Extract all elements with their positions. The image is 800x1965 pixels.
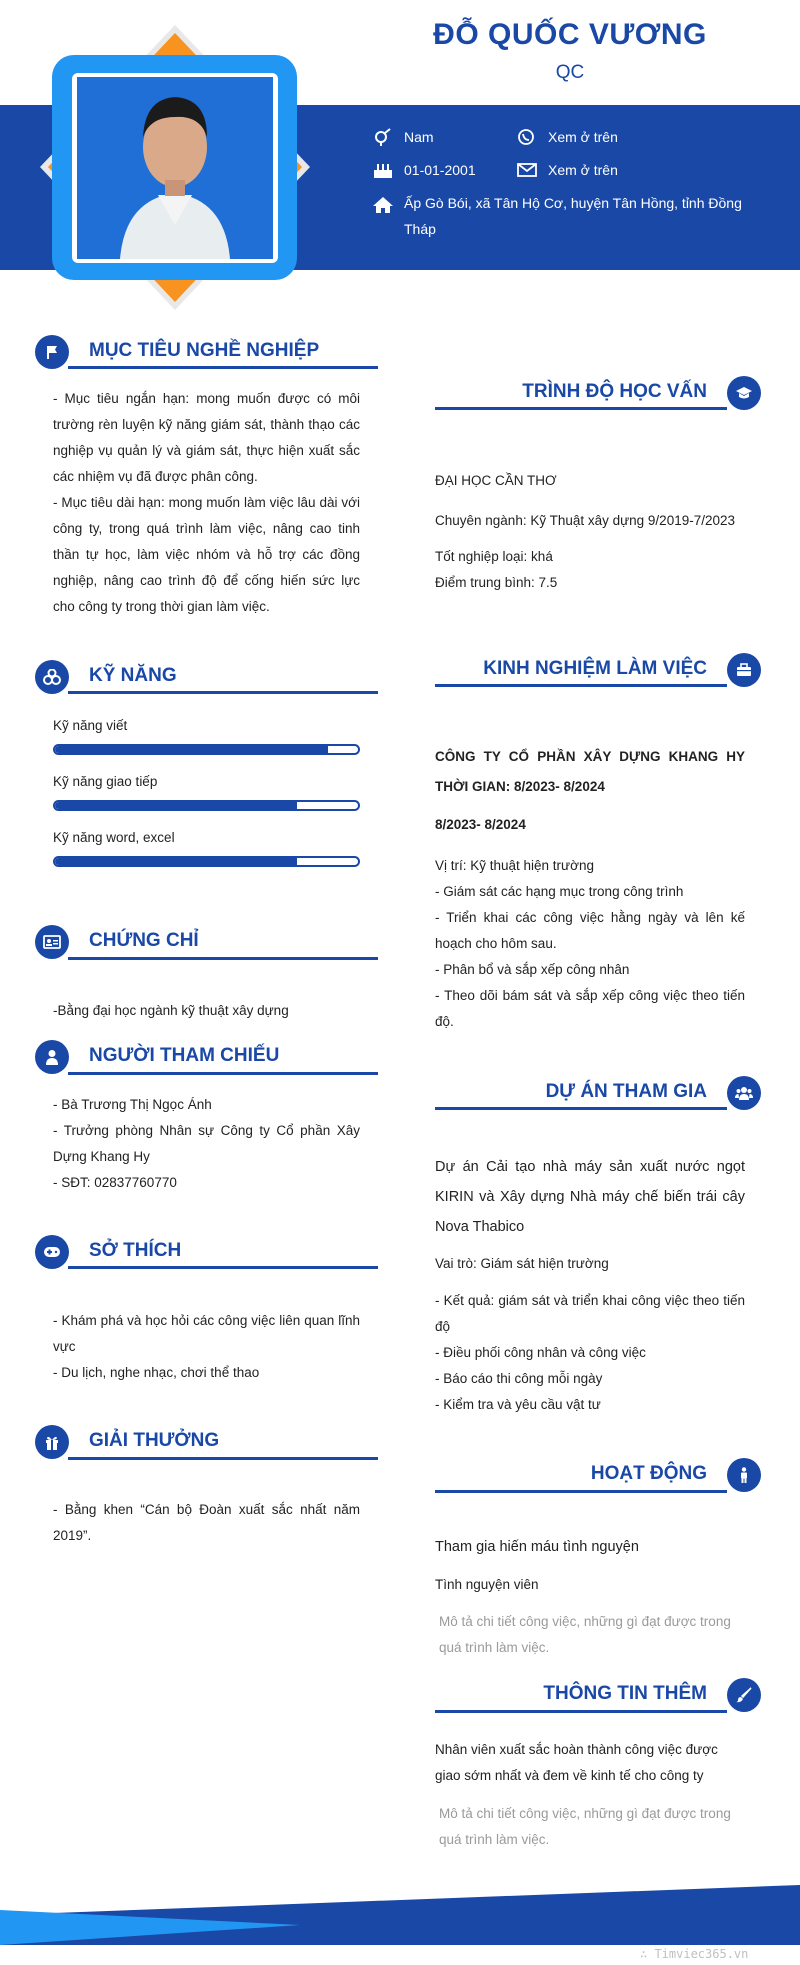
hobby-item: - Du lịch, nghe nhạc, chơi thể thao <box>53 1365 260 1380</box>
section-title-references: NGƯỜI THAM CHIẾU <box>89 1045 280 1066</box>
activity-name: Tham gia hiến máu tình nguyện <box>435 1539 639 1555</box>
birthday-cake-icon <box>372 161 394 179</box>
experience-details <box>435 853 745 1035</box>
project-result: - Điều phối công nhân và công việc <box>435 1345 646 1360</box>
experience-duty: - Phân bổ và sắp xếp công nhân <box>435 962 630 977</box>
project-results <box>435 1288 745 1418</box>
project-role: Vai trò: Giám sát hiện trường <box>435 1256 609 1271</box>
candidate-role: QC <box>555 62 585 83</box>
education-grade: Tốt nghiệp loại: khá <box>435 549 553 564</box>
section-divider <box>68 1072 378 1075</box>
dob-info <box>372 161 476 179</box>
section-divider <box>68 1266 378 1269</box>
phone-info <box>516 128 618 146</box>
gift-icon <box>35 1425 69 1459</box>
watermark-text: ∴ Timviec365.vn <box>640 1947 749 1961</box>
section-title-awards: GIẢI THƯỞNG <box>89 1430 220 1451</box>
phone-text: Xem ở trên <box>548 129 618 145</box>
watermark-label: Timviec365.vn <box>654 1947 749 1961</box>
experience-duty: - Triển khai các công việc hằng ngày và lên kế hoạch cho hôm sau. <box>435 910 745 951</box>
activity-role: Tình nguyện viên <box>435 1577 539 1592</box>
gender-text: Nam <box>404 129 434 145</box>
section-divider <box>68 366 378 369</box>
skill-bar-writing <box>53 744 360 755</box>
users-icon <box>727 1076 761 1110</box>
section-divider <box>68 957 378 960</box>
education-school: ĐẠI HỌC CẦN THƠ <box>435 473 557 488</box>
section-title-activities: HOẠT ĐỘNG <box>590 1463 707 1484</box>
project-name: Dự án Cải tạo nhà máy sản xuất nước ngọt KIRIN và Xây dựng Nhà máy chế biến trái cây Nova Thabico <box>435 1159 745 1235</box>
section-title-hobbies: SỞ THÍCH <box>89 1240 182 1261</box>
project-result: - Kiểm tra và yêu cầu vật tư <box>435 1397 601 1412</box>
hobby-item: - Khám phá và học hỏi các công việc liên quan lĩnh vực <box>53 1313 360 1354</box>
skill-bar-fill <box>55 802 297 809</box>
experience-position: Vị trí: Kỹ thuật hiện trường <box>435 858 594 873</box>
section-divider <box>435 684 727 687</box>
experience-company: CÔNG TY CỔ PHẦN XÂY DỰNG KHANG HY THỜI GIAN: 8/2023- 8/2024 <box>435 749 745 794</box>
profile-photo-frame <box>40 25 310 310</box>
person-icon <box>35 1040 69 1074</box>
address-text: Ấp Gò Bói, xã Tân Hộ Cơ, huyện Tân Hồng, tỉnh Đồng Tháp <box>404 195 742 237</box>
section-title-experience: KINH NGHIỆM LÀM VIỆC <box>483 658 707 679</box>
graduation-cap-icon <box>727 376 761 410</box>
section-divider <box>435 1710 727 1713</box>
section-title-education: TRÌNH ĐỘ HỌC VẤN <box>522 381 707 402</box>
activity-description: Mô tả chi tiết công việc, những gì đạt được trong quá trình làm việc. <box>439 1614 731 1655</box>
briefcase-icon <box>727 653 761 687</box>
reference-title: - Trưởng phòng Nhân sự Công ty Cổ phần Xây Dựng Khang Hy <box>53 1123 360 1164</box>
section-title-extra: THÔNG TIN THÊM <box>543 1683 707 1704</box>
skill-label-office: Kỹ năng word, excel <box>53 830 175 845</box>
section-title-career-goal: MỤC TIÊU NGHỀ NGHIỆP <box>89 340 320 361</box>
references-text <box>53 1092 360 1196</box>
gender-info <box>372 128 434 146</box>
home-icon <box>372 196 394 214</box>
certificate-text: -Bằng đại học ngành kỹ thuật xây dựng <box>53 1003 289 1018</box>
career-goal-text <box>53 386 360 620</box>
envelope-icon <box>516 161 538 179</box>
gender-icon <box>372 128 394 146</box>
extra-description: Mô tả chi tiết công việc, những gì đạt được trong quá trình làm việc. <box>439 1806 731 1847</box>
experience-duty: - Giám sát các hạng mục trong công trình <box>435 884 684 899</box>
gamepad-icon <box>35 1235 69 1269</box>
section-divider <box>435 1107 727 1110</box>
education-gpa: Điểm trung bình: 7.5 <box>435 575 558 590</box>
career-goal-short-term: - Mục tiêu ngắn hạn: mong muốn được có môi trường rèn luyện kỹ năng giám sát, thành thạo các nghiệp vụ quản lý và giám sát, thực hiện xuất sắc các nhiệm vụ đã được phân công. <box>53 391 360 484</box>
extra-text: Nhân viên xuất sắc hoàn thành công việc được giao sớm nhất và đem về kinh tế cho công ty <box>435 1742 718 1783</box>
reference-phone: - SĐT: 02837760770 <box>53 1175 177 1190</box>
hobbies-text <box>53 1308 360 1386</box>
email-info <box>516 161 618 179</box>
skill-bar-communication <box>53 800 360 811</box>
skills-icon <box>35 660 69 694</box>
skill-bar-fill <box>55 858 297 865</box>
skill-label-communication: Kỹ năng giao tiếp <box>53 774 158 789</box>
awards-text: - Bằng khen “Cán bộ Đoàn xuất sắc nhất năm 2019”. <box>53 1502 360 1543</box>
career-goal-long-term: - Mục tiêu dài hạn: mong muốn làm việc lâu dài với công ty, trong quá trình làm việc, nâng cao tinh thần tự học, làm việc nhóm và hỗ trợ các đồng nghiệp, nâng cao trình độ để cống hiến sức lực cho công ty trong thời gian làm việc. <box>53 495 360 614</box>
section-divider <box>435 1490 727 1493</box>
education-major: Chuyên ngành: Kỹ Thuật xây dựng 9/2019-7/2023 <box>435 513 736 528</box>
person-standing-icon <box>727 1458 761 1492</box>
experience-duty: - Theo dõi bám sát và sắp xếp công việc theo tiến độ. <box>435 988 745 1029</box>
portrait-photo <box>77 77 273 259</box>
skill-bar-fill <box>55 746 328 753</box>
candidate-name: ĐỖ QUỐC VƯƠNG <box>433 18 707 51</box>
email-text: Xem ở trên <box>548 162 618 178</box>
project-result: - Báo cáo thi công mỗi ngày <box>435 1371 603 1386</box>
section-divider <box>68 1457 378 1460</box>
id-card-icon <box>35 925 69 959</box>
footer-wave <box>0 1885 800 1945</box>
section-title-skills: KỸ NĂNG <box>89 665 177 686</box>
section-title-certificates: CHỨNG CHỈ <box>89 930 199 951</box>
skill-label-writing: Kỹ năng viết <box>53 718 128 733</box>
dob-text: 01-01-2001 <box>404 162 476 178</box>
section-divider <box>68 691 378 694</box>
experience-period: 8/2023- 8/2024 <box>435 817 526 832</box>
skill-bar-office <box>53 856 360 867</box>
phone-icon <box>516 128 538 146</box>
section-title-projects: DỰ ÁN THAM GIA <box>545 1081 707 1102</box>
project-result: - Kết quả: giám sát và triển khai công việc theo tiến độ <box>435 1293 745 1334</box>
reference-name: - Bà Trương Thị Ngọc Ánh <box>53 1097 212 1112</box>
section-divider <box>435 407 727 410</box>
address-info <box>372 194 742 242</box>
flag-icon <box>35 335 69 369</box>
paint-brush-icon <box>727 1678 761 1712</box>
